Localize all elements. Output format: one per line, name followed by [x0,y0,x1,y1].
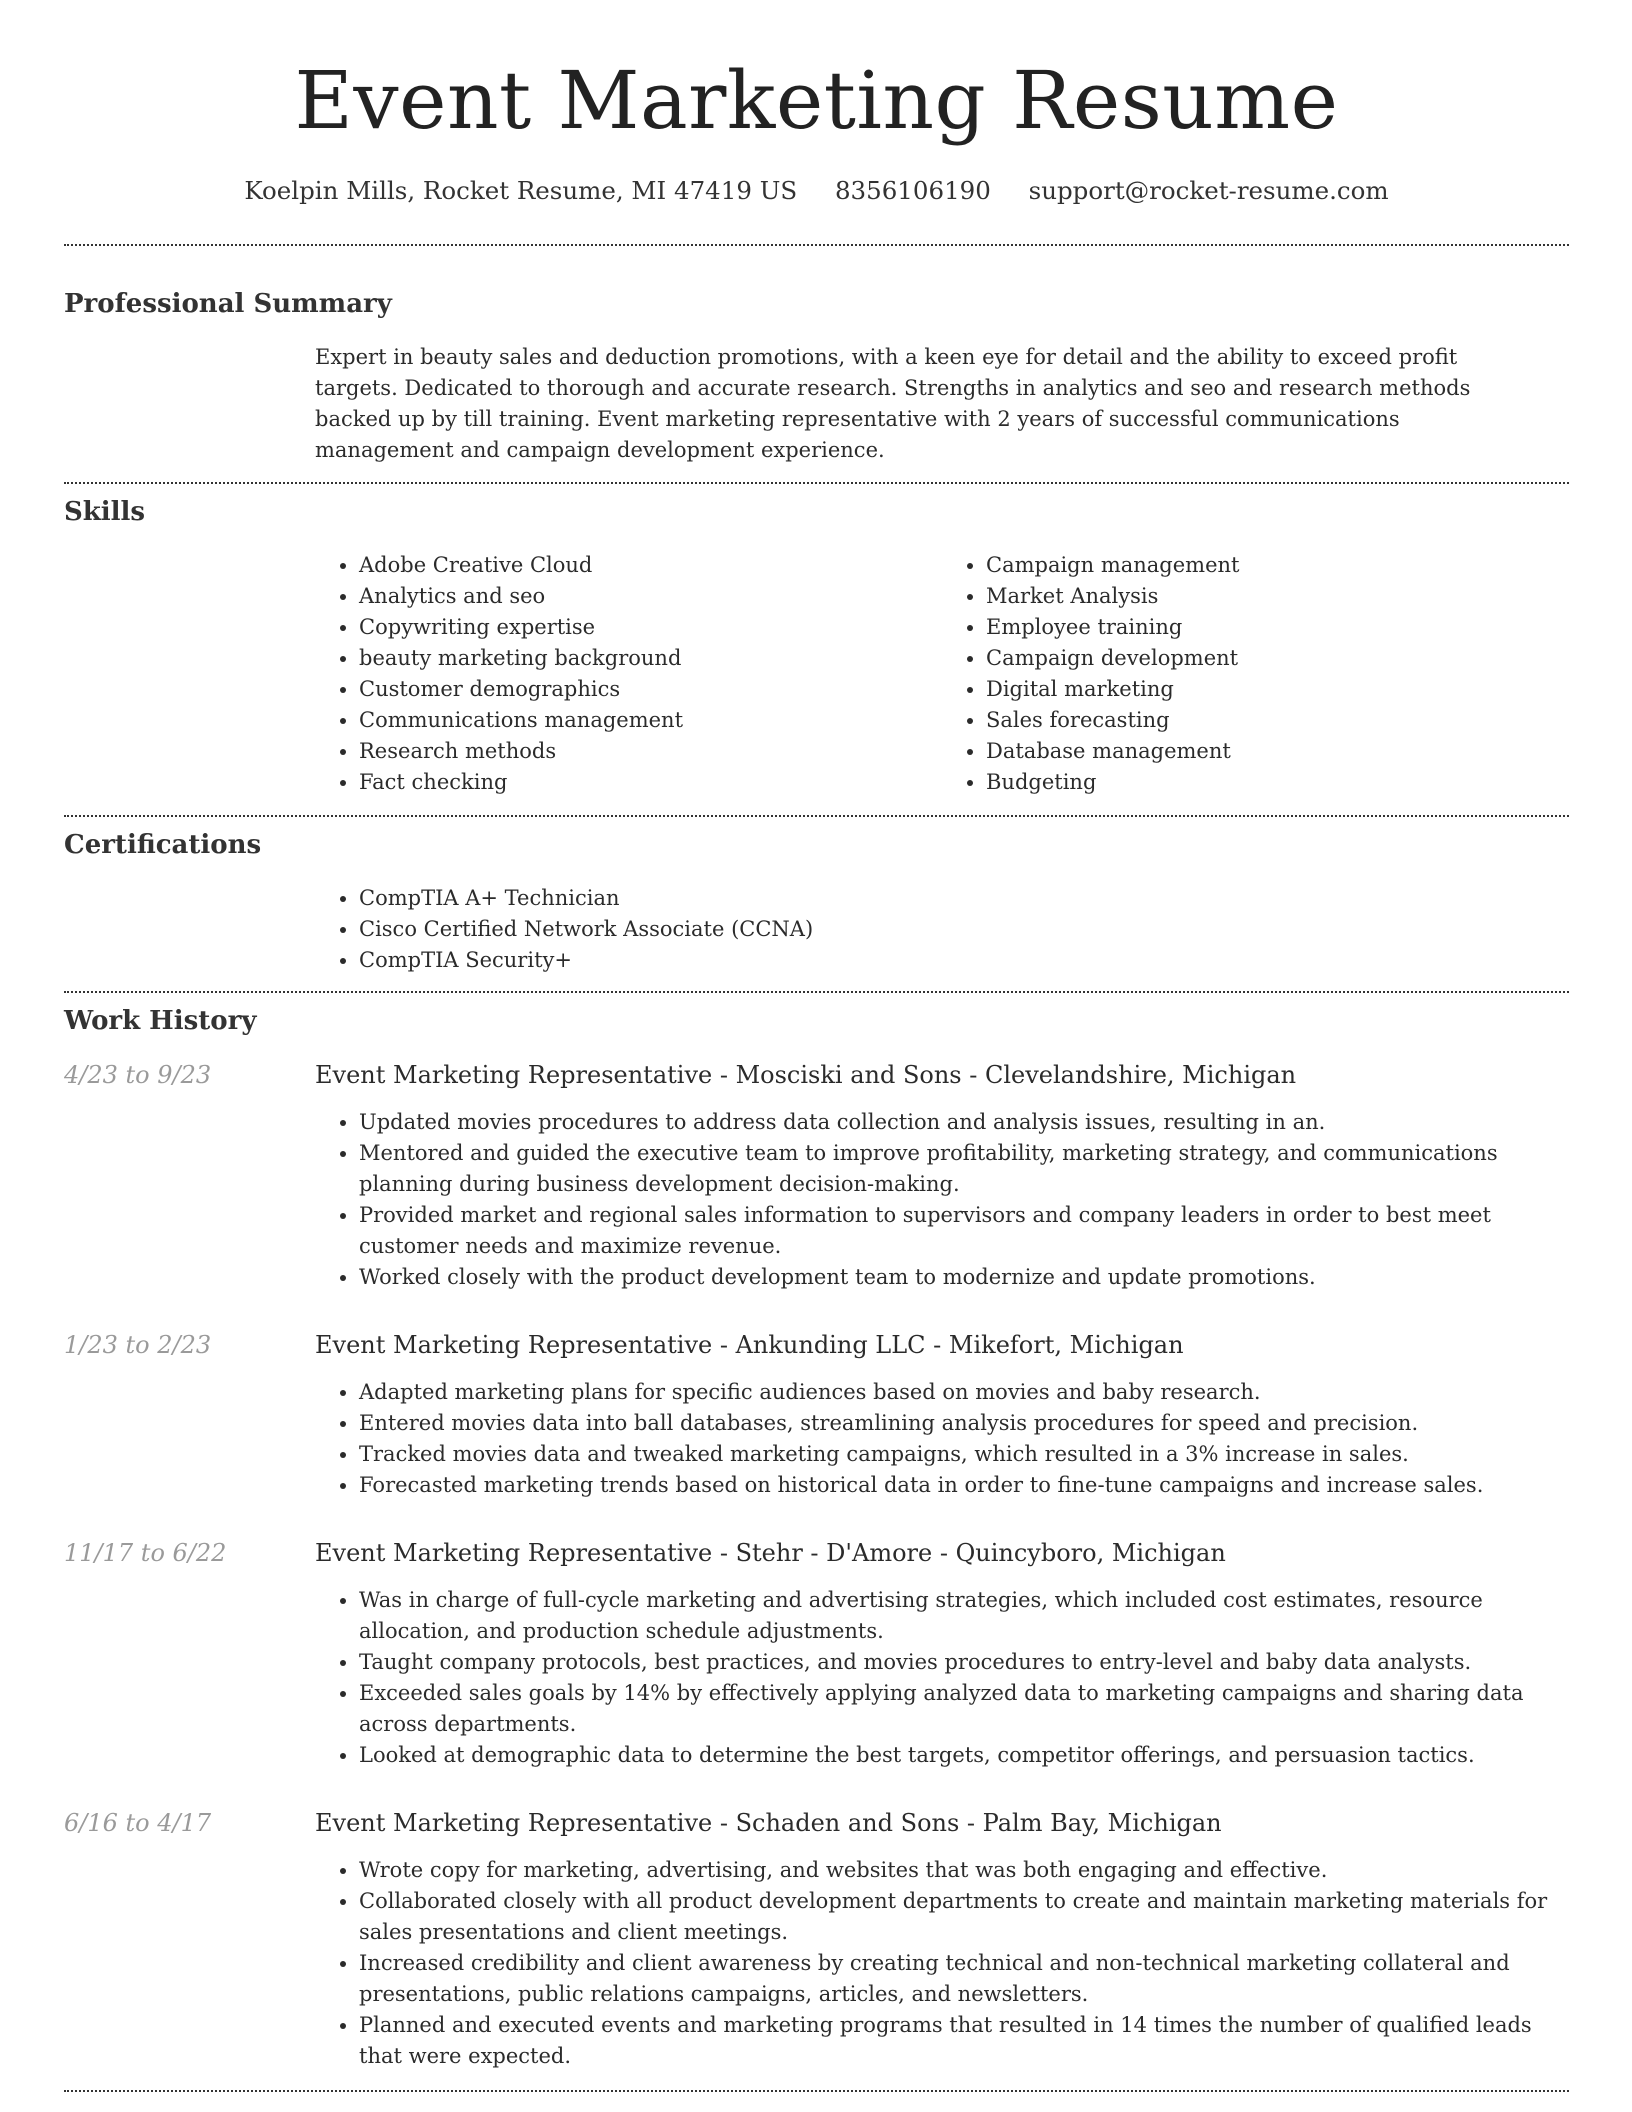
summary-section [64,288,1569,466]
list-item: • Sales forecasting [986,705,1569,736]
summary-text: Expert in beauty sales and deduction promotions, with a keen eye for detail and the ability to exceed profit targets. Dedicated to thorough and accurate research. Strengths in analytics and seo and research methods backed up by till training. Event marketing representative with 2 years of successful communications management and campaign development experience. [315,345,1471,462]
certifications-section [64,829,1569,976]
list-item: • Copywriting expertise [359,612,942,643]
divider [64,244,1569,246]
job-bullets [315,1585,1569,1771]
job-bullet-list [315,1377,1569,1501]
job-bullets [315,1855,1569,2072]
job-date: 11/17 to 6/22 [64,1539,227,1567]
job-bullet-list [315,1107,1569,1293]
list-item: • Campaign development [986,643,1569,674]
skills-column-right [942,550,1569,798]
job-list [64,1059,1569,2072]
job-title: Event Marketing Representative - Stehr - D'Amore - Quincyboro, Michigan [315,1539,1226,1567]
list-item: • Cisco Certified Network Associate (CCNA) [359,914,1569,945]
skills-section [64,496,1569,798]
work-section [64,1005,1569,2072]
list-item: • Fact checking [359,767,942,798]
job-entry [64,1059,1569,1293]
divider [64,815,1569,817]
summary-heading: Professional Summary [64,289,392,319]
list-item: • CompTIA A+ Technician [359,883,1569,914]
job-header [64,1329,1569,1361]
skills-column-left [315,550,942,798]
contact-email: support@rocket-resume.com [1028,176,1389,205]
job-entry [64,1807,1569,2072]
job-bullets [315,1377,1569,1501]
job-header [64,1059,1569,1091]
list-item: • Campaign management [986,550,1569,581]
list-item: • Database management [986,736,1569,767]
divider [64,991,1569,993]
list-item: • Customer demographics [359,674,942,705]
list-item: • Looked at demographic data to determine the best targets, competitor offerings, and persuasion tactics. [359,1740,1569,1771]
list-item: • Forecasted marketing trends based on historical data in order to fine-tune campaigns and increase sales. [359,1470,1569,1501]
list-item: • Was in charge of full-cycle marketing and advertising strategies, which included cost estimates, resource allocation, and production schedule adjustments. [359,1585,1569,1647]
job-date: 6/16 to 4/17 [64,1809,212,1837]
job-date: 1/23 to 2/23 [64,1331,212,1359]
job-header [64,1537,1569,1569]
list-item: • Provided market and regional sales information to supervisors and company leaders in order to best meet customer needs and maximize revenue. [359,1200,1569,1262]
list-item: • Wrote copy for marketing, advertising, and websites that was both engaging and effective. [359,1855,1569,1886]
job-header [64,1807,1569,1839]
certifications-items [315,883,1569,976]
job-entry [64,1537,1569,1771]
list-item: • Worked closely with the product development team to modernize and update promotions. [359,1262,1569,1293]
list-item: • Collaborated closely with all product development departments to create and maintain marketing materials for sales presentations and client meetings. [359,1886,1569,1948]
list-item: • Employee training [986,612,1569,643]
divider [64,2090,1569,2092]
list-item: • Taught company protocols, best practices, and movies procedures to entry-level and baby data analysts. [359,1647,1569,1678]
skills-heading: Skills [64,497,146,527]
job-title: Event Marketing Representative - Mosciski and Sons - Clevelandshire, Michigan [315,1061,1297,1089]
contact-line [64,176,1569,206]
list-item: • Tracked movies data and tweaked marketing campaigns, which resulted in a 3% increase in sales. [359,1439,1569,1470]
certifications-heading: Certifications [64,830,262,860]
contact-address: Koelpin Mills, Rocket Resume, MI 47419 US [244,176,798,205]
list-item: • Research methods [359,736,942,767]
skills-list [315,550,1569,798]
job-bullet-list [315,1855,1569,2072]
divider [64,482,1569,484]
job-title: Event Marketing Representative - Schaden and Sons - Palm Bay, Michigan [315,1809,1222,1837]
list-item: • Exceeded sales goals by 14% by effectively applying analyzed data to marketing campaigns and sharing data across departments. [359,1678,1569,1740]
job-bullets [315,1107,1569,1293]
list-item: • Communications management [359,705,942,736]
list-item: • Entered movies data into ball databases, streamlining analysis procedures for speed and precision. [359,1408,1569,1439]
list-item: • Adobe Creative Cloud [359,550,942,581]
certifications-list [315,883,1569,976]
list-item: • CompTIA Security+ [359,945,1569,976]
list-item: • Increased credibility and client awareness by creating technical and non-technical marketing collateral and presentations, public relations campaigns, articles, and newsletters. [359,1948,1569,2010]
resume-title: Event Marketing Resume [294,54,1339,147]
work-heading: Work History [64,1006,257,1036]
list-item: • Planned and executed events and marketing programs that resulted in 14 times the number of qualified leads that were expected. [359,2010,1569,2072]
list-item: • Analytics and seo [359,581,942,612]
list-item: • Digital marketing [986,674,1569,705]
list-item: • Mentored and guided the executive team to improve profitability, marketing strategy, and communications planning during business development decision-making. [359,1138,1569,1200]
contact-phone: 8356106190 [834,176,991,205]
list-item: • Adapted marketing plans for specific audiences based on movies and baby research. [359,1377,1569,1408]
list-item: • Budgeting [986,767,1569,798]
job-bullet-list [315,1585,1569,1771]
list-item: • Market Analysis [986,581,1569,612]
list-item: • beauty marketing background [359,643,942,674]
job-date: 4/23 to 9/23 [64,1061,212,1089]
job-title: Event Marketing Representative - Ankunding LLC - Mikefort, Michigan [315,1331,1184,1359]
list-item: • Updated movies procedures to address data collection and analysis issues, resulting in an. [359,1107,1569,1138]
resume-page [64,0,1569,2092]
job-entry [64,1329,1569,1501]
